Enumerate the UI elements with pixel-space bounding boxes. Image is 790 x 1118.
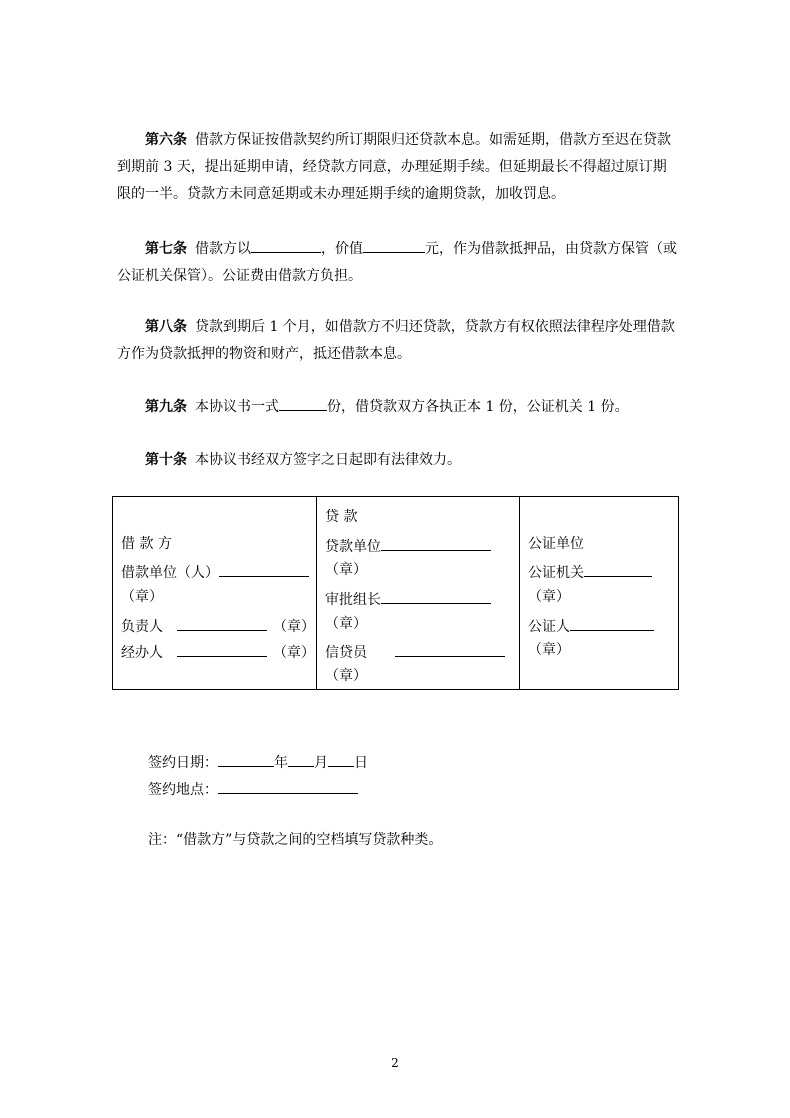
article-7: 第七条 借款方以 ，价值 元，作为借款抵押品，由贷款方保管（或公证机关保管）。公证费由借款方负担。 (117, 236, 677, 290)
article-heading: 第八条 (145, 319, 187, 335)
collateral-blank[interactable] (251, 236, 321, 253)
article-heading: 第十条 (145, 452, 187, 468)
article-8: 第八条 贷款到期后 1 个月，如借款方不归还贷款，贷款方有权依照法律程序处理借款方作为贷款抵押的物资和财产，抵还借款本息。 (117, 319, 675, 362)
place-blank[interactable] (218, 777, 358, 794)
page-number: 2 (391, 1056, 399, 1070)
notary-column: 公证单位 公证机关 （章） 公证人 （章） (520, 497, 679, 690)
lender-title: 贷 款 (325, 509, 358, 525)
borrower-unit-blank[interactable] (219, 561, 309, 577)
borrower-title: 借 款 方 (121, 536, 172, 552)
note: 注：“借款方”与贷款之间的空档填写贷款种类。 (148, 832, 443, 848)
article-heading: 第七条 (145, 241, 187, 257)
notary-title: 公证单位 (528, 536, 584, 552)
month-blank[interactable] (288, 750, 314, 767)
year-blank[interactable] (218, 750, 274, 767)
article-heading: 第六条 (145, 132, 187, 148)
copies-blank[interactable] (279, 394, 327, 411)
article-9: 第九条 本协议书一式 份，借贷款双方各执正本 1 份，公证机关 1 份。 (117, 394, 677, 421)
borrower-column: 借 款 方 借款单位（人） （章） 负责人 （章） 经办人 （章） (113, 497, 317, 690)
approver-blank[interactable] (381, 588, 491, 604)
notary-office-blank[interactable] (584, 561, 652, 577)
responsible-blank[interactable] (177, 615, 267, 631)
day-blank[interactable] (328, 750, 354, 767)
notary-person-blank[interactable] (570, 615, 654, 631)
lender-column: 贷 款 贷款单位 （章） 审批组长 （章） 信贷员 （章） (317, 497, 520, 690)
officer-blank[interactable] (395, 641, 505, 657)
value-blank[interactable] (363, 236, 425, 253)
handler-blank[interactable] (177, 641, 267, 657)
signature-table (112, 496, 679, 690)
article-6 (117, 127, 677, 208)
sign-place: 签约地点： (148, 777, 358, 800)
sign-date: 签约日期： 年 月 日 (148, 750, 368, 773)
article-heading: 第九条 (145, 399, 187, 415)
article-10: 第十条 本协议书经双方签字之日起即有法律效力。 (145, 452, 461, 468)
lender-unit-blank[interactable] (381, 535, 491, 551)
article-text: 借款方保证按借款契约所订期限归还贷款本息。如需延期，借款方至迟在贷款到期前 3 天，提出延期申请，经贷款方同意，办理延期手续。但延期最长不得超过原订期限的一半。贷款方未同意延期或未办理延期手续的逾期贷款，加收罚息。 (117, 132, 671, 202)
